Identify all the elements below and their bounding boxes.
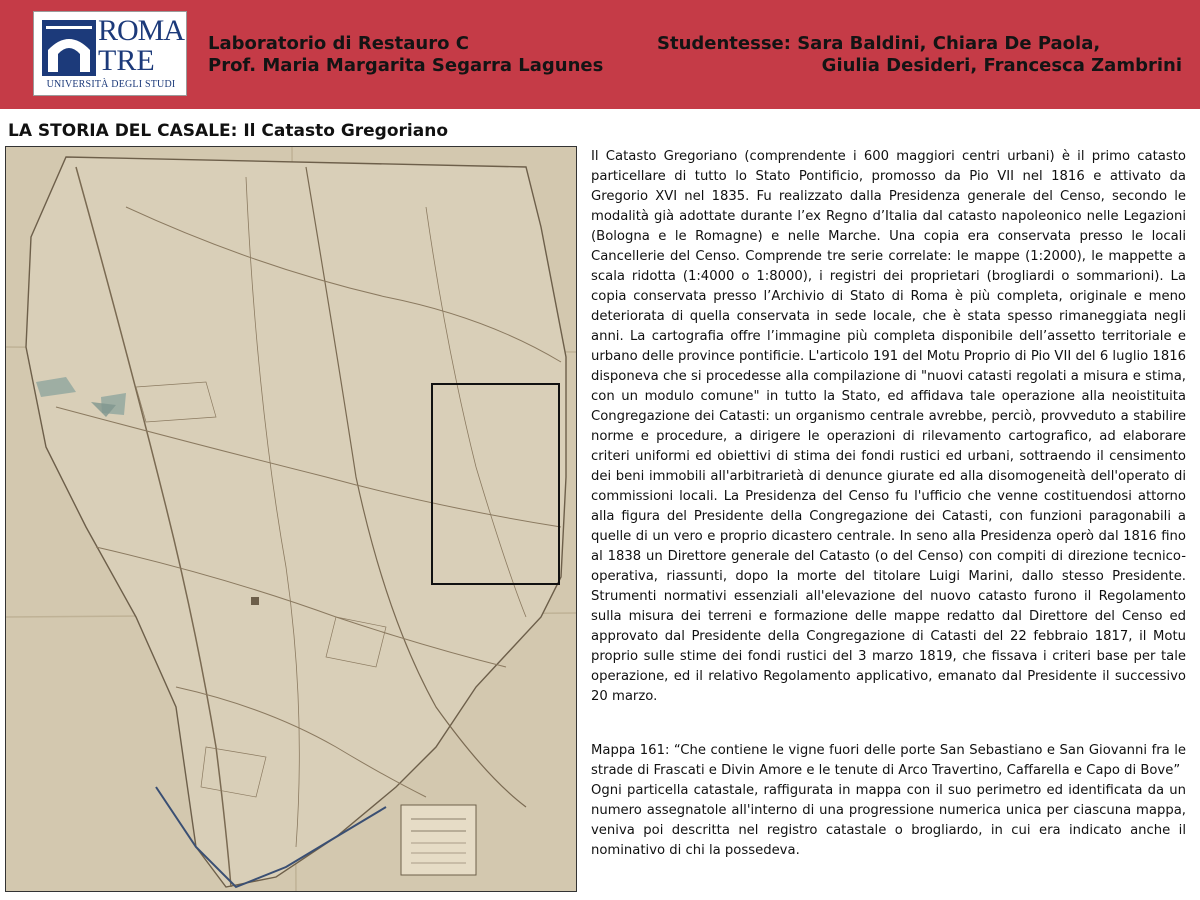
course-title: Laboratorio di Restauro C	[208, 33, 469, 54]
highlight-frame	[431, 383, 560, 585]
professor-name: Prof. Maria Margarita Segarra Lagunes	[208, 55, 604, 76]
map-caption-title: Mappa 161: “Che contiene le vigne fuori delle porte San Sebastiano e San Giovanni fra le strade di Frascati e Divin Amore e le tenute di Arco Travertino, Caffarella e Capo di Bove”	[591, 743, 1186, 778]
map-caption-description: Ogni particella catastale, raffigurata in mappa con il suo perimetro ed identificata da un numero assegnatole all'interno di una progressione numerica unica per ciascuna mappa, veniva poi descritta nel registro catastale o brogliardo, in cui era indicato anche il nominativo di chi la possedeva.	[591, 783, 1186, 858]
history-paragraph: Il Catasto Gregoriano (comprendente i 600 maggiori centri urbani) è il primo catasto particellare di tutto lo Stato Pontificio, promosso da Pio VII nel 1816 e attivato da Gregorio XVI nel 1835. Fu realizzato dalla Presidenza generale del Censo, secondo le modalità già adottate durante l’ex Regno d’Italia dal catasto napoleonico nelle Legazioni (Bologna e le Romagne) e nelle Marche. Una copia era conservata presso le locali Cancellerie del Censo. Comprende tre serie correlate: le mappe (1:2000), le mappette a scala ridotta (1:4000 o 1:8000), i registri dei proprietari (brogliardi o sommarioni). La copia conservata presso l’Archivio di Stato di Roma è più completa, originale e meno deteriorata di quella conservata in sede locale, che è stata spesso rimaneggiata negli anni. La cartografia offre l’immagine più completa disponibile dell’assetto territoriale e urbano delle province pontificie. L'articolo 191 del Motu Proprio di Pio VII del 6 luglio 1816 disponeva che si procedesse alla compilazione di "nuovi catasti regolati a misura e stima, con un modulo comune" in tutto la Stato, ed affidava tale operazione alla neoistituita Congregazione dei Catasti: un organismo centrale avrebbe, perciò, provveduto a stabilire norme e procedure, a dirigere le operazioni di rilevamento cartografico, ad elaborare criteri uniformi ed obiettivi di stima dei fondi rustici ed urbani, sottraendo il censimento dei beni immobili all'arbitrarietà di denunce giurate ed alla disomogeneità dell'operato di commissioni locali. La Presidenza del Censo fu l'ufficio che venne costituendosi attorno alla figura del Presidente della Congregazione dei Catasti, con funzioni paragonabili a quelle di un vero e proprio dicastero centrale. In seno alla Presidenza operò dal 1816 fino al 1838 un Direttore generale del Catasto (o del Censo) con compiti di direzione tecnico-operativa, riassunti, dopo la morte del titolare Luigi Marini, dallo stesso Presidente. Strumenti normativi essenziali all'elevazione del nuovo catasto furono il Regolamento sulla misura dei terreni e formazione delle mappe redatto dal Direttore del Censo ed approvato dal Presidente della Congregazione di Catasti del 22 febbraio 1817, il Motu proprio sulle stime dei fondi rustici del 3 marzo 1819, che fissava i criteri base per tale operazione, ed il relativo Regolamento applicativo, emanato dal Presidente il successivo 20 marzo.	[591, 149, 1186, 704]
logo-subtitle: UNIVERSITÀ DEGLI STUDI	[46, 79, 176, 90]
section-title: LA STORIA DEL CASALE: Il Catasto Gregoriano	[8, 121, 448, 141]
map-caption	[591, 741, 1186, 861]
students-line-1: Studentesse: Sara Baldini, Chiara De Paola,	[657, 33, 1101, 54]
roma-tre-emblem-icon	[42, 20, 96, 76]
cadastral-map-image	[5, 146, 577, 892]
logo-wordmark-roma: ROMA	[98, 14, 185, 47]
history-description	[591, 147, 1186, 707]
university-logo	[33, 11, 187, 96]
logo-wordmark-tre: TRE	[98, 44, 155, 77]
header-banner	[0, 0, 1200, 109]
students-line-2: Giulia Desideri, Francesca Zambrini	[821, 55, 1182, 76]
